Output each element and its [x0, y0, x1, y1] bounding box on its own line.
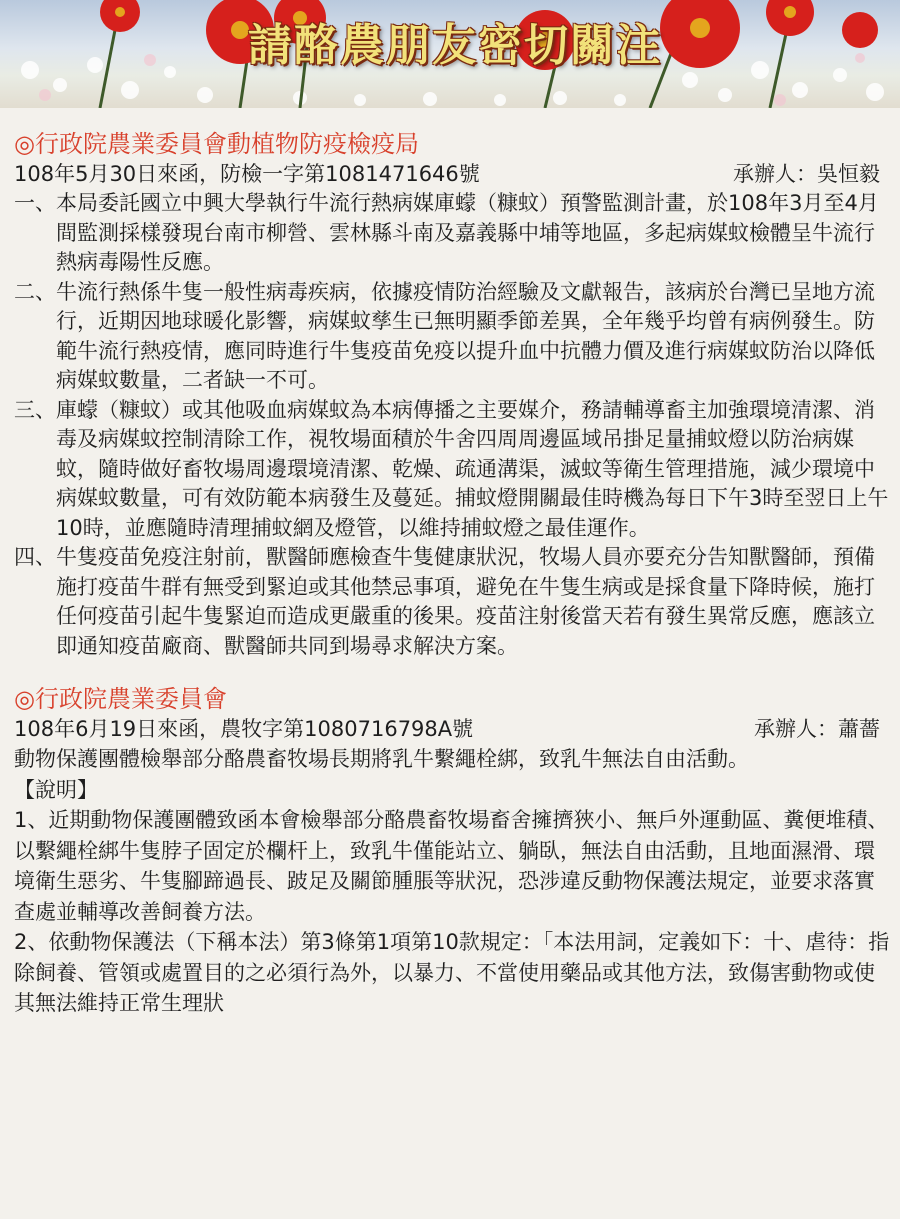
section1-handler: 承辦人：吳恒毅 — [733, 162, 880, 186]
section1-ref-number: 108年5月30日來函，防檢一字第1081471646號 — [14, 162, 480, 186]
section1-title: ◎行政院農業委員會動植物防疫檢疫局 — [14, 130, 419, 158]
item-number: 一、 — [14, 191, 56, 215]
section2-ref-number: 108年6月19日來函，農牧字第1080716798A號 — [14, 717, 474, 741]
item-number: 二、 — [14, 279, 56, 304]
section2-handler: 承辦人：蕭薔 — [754, 717, 880, 741]
section1-item — [14, 189, 890, 278]
section2-reference — [14, 715, 890, 744]
item-number: 四、 — [14, 545, 56, 569]
header-banner — [0, 0, 900, 108]
section1-reference — [14, 160, 890, 189]
section1-item — [14, 543, 890, 661]
section1-item — [14, 396, 890, 544]
item-text: 牛流行熱係牛隻一般性病毒疾病，依據疫情防治經驗及文獻報告，該病於台灣已呈地方流行，近期因地球暖化影響，病媒蚊孳生已無明顯季節差異，全年幾乎均曾有病例發生。防範牛流行熱疫情，應同時進行牛隻疫苗免疫以提升血中抗體力價及進行病媒蚊防治以降低病媒蚊數量，二者缺一不可。 — [56, 279, 875, 392]
item-number: 三、 — [14, 397, 56, 422]
item-text: 庫蠓（糠蚊）或其他吸血病媒蚊為本病傳播之主要媒介，務請輔導畜主加強環境清潔、消毒及病媒蚊控制清除工作，視牧場面積於牛舍四周周邊區域吊掛足量捕蚊燈以防治病媒蚊，隨時做好畜牧場周邊環境清潔、乾燥、疏通溝渠，滅蚊等衛生管理措施，減少環境中病媒蚊數量，可有效防範本病發生及蔓延。捕蚊燈開關最佳時機為每日下午3時至翌日上午10時，並應隨時清理捕蚊網及燈管，以維持捕蚊燈之最佳運作。 — [56, 397, 889, 540]
explain-label: 【說明】 — [14, 777, 98, 802]
banner-title: 請酪農朋友密切關注 — [248, 20, 662, 71]
explain-point: 2、依動物保護法（下稱本法）第3條第1項第10款規定：「本法用詞，定義如下：十、虐待：指除飼養、管領或處置目的之必須行為外，以暴力、不當使用藥品或其他方法，致傷害動物或使其無法維持正常生理狀 — [14, 930, 890, 1015]
document-body — [14, 128, 890, 1019]
explain-point: 1、近期動物保護團體致函本會檢舉部分酪農畜牧場畜舍擁擠狹小、無戶外運動區、糞便堆積、以繫繩栓綁牛隻脖子固定於欄杆上，致乳牛僅能站立、躺臥，無法自由活動，且地面濕滑、環境衛生惡劣、牛隻腳蹄過長、跛足及關節腫脹等狀況，恐涉違反動物保護法規定，並要求落實查處並輔導改善飼養方法。 — [14, 808, 889, 924]
section1-item — [14, 278, 890, 396]
section2-title: ◎行政院農業委員會 — [14, 685, 227, 713]
item-text: 本局委託國立中興大學執行牛流行熱病媒庫蠓（糠蚊）預警監測計畫，於108年3月至4月間監測採樣發現台南市柳營、雲林縣斗南及嘉義縣中埔等地區，多起病媒蚊檢體呈牛流行熱病毒陽性反應。 — [56, 191, 879, 274]
item-text: 牛隻疫苗免疫注射前，獸醫師應檢查牛隻健康狀況，牧場人員亦要充分告知獸醫師，預備施打疫苗牛群有無受到緊迫或其他禁忌事項，避免在牛隻生病或是採食量下降時候，施打任何疫苗引起牛隻緊迫而造成更嚴重的後果。疫苗注射後當天若有發生異常反應，應該立即通知疫苗廠商、獸醫師共同到場尋求解決方案。 — [56, 545, 875, 658]
section2-summary: 動物保護團體檢舉部分酪農畜牧場長期將乳牛繫繩栓綁，致乳牛無法自由活動。 — [14, 747, 749, 771]
